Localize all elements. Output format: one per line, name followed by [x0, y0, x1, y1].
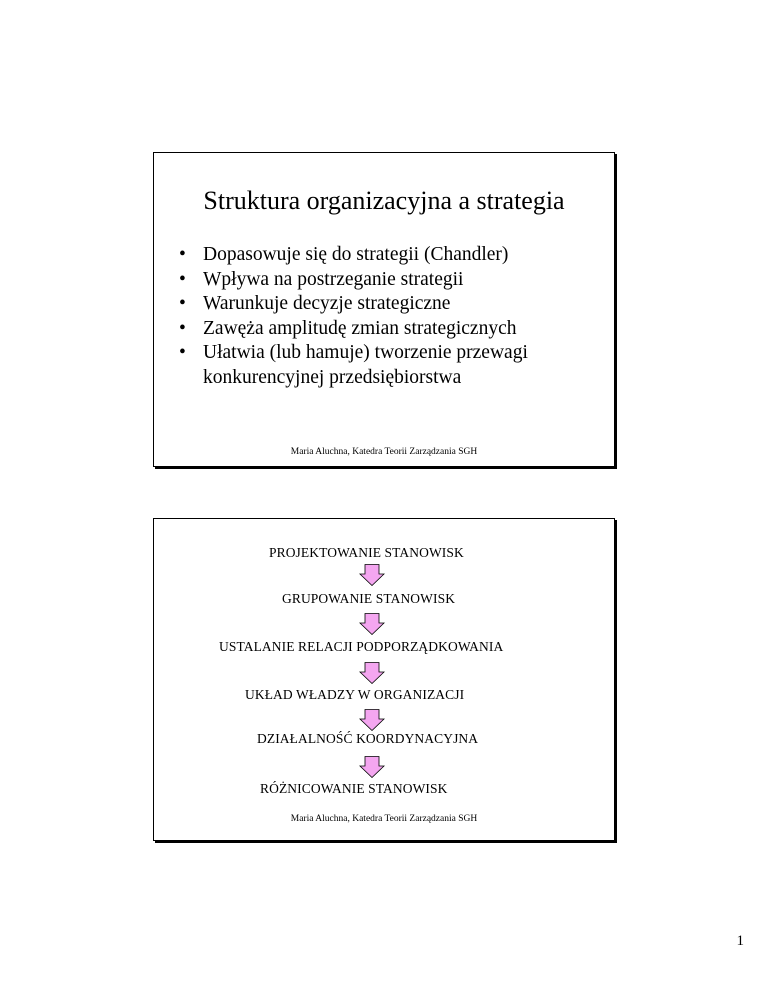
arrow-down-icon	[359, 756, 385, 778]
bullet-item	[178, 341, 528, 366]
slide-title: Struktura organizacyjna a strategia	[203, 186, 565, 215]
bullet-item	[178, 268, 528, 293]
bullet-text: Warunkuje decyzje strategiczne	[203, 293, 451, 314]
bullet-text: Zawęża amplitudę zmian strategicznych	[203, 317, 517, 339]
flow-step: UKŁAD WŁADZY W ORGANIZACJI	[245, 687, 465, 702]
bullet-icon: •	[179, 244, 186, 265]
bullet-item	[178, 317, 528, 342]
page-number: 1	[736, 933, 744, 949]
bullet-icon: •	[179, 268, 186, 290]
bullet-item	[178, 243, 528, 268]
bullet-icon: •	[179, 293, 186, 314]
arrow-down-icon	[359, 613, 385, 635]
bullet-icon: •	[179, 342, 186, 363]
flow-step: USTALANIE RELACJI PODPORZĄDKOWANIA	[219, 639, 504, 654]
bullet-icon: •	[179, 317, 186, 339]
slide-process-flow	[153, 518, 615, 841]
arrow-down-icon	[359, 662, 385, 684]
bullet-text: konkurencyjnej przedsiębiorstwa	[203, 366, 462, 388]
slide-strategy	[153, 152, 615, 467]
flow-step: RÓŻNICOWANIE STANOWISK	[260, 781, 448, 796]
slide-footer: Maria Aluchna, Katedra Teorii Zarządzania SGH	[290, 814, 478, 824]
bullet-text: Wpływa na postrzeganie strategii	[203, 268, 464, 290]
bullet-list	[178, 243, 528, 390]
arrow-down-icon	[359, 564, 385, 586]
bullet-item-continuation	[178, 366, 528, 391]
bullet-item	[178, 292, 528, 317]
bullet-text: Ułatwia (lub hamuje) tworzenie przewagi	[203, 342, 528, 363]
flow-step: DZIAŁALNOŚĆ KOORDYNACYJNA	[257, 731, 479, 746]
flow-step: GRUPOWANIE STANOWISK	[282, 591, 456, 606]
slide-footer: Maria Aluchna, Katedra Teorii Zarządzania SGH	[290, 447, 478, 457]
arrow-down-icon	[359, 709, 385, 731]
bullet-text: Dopasowuje się do strategii (Chandler)	[203, 244, 509, 265]
flow-step: PROJEKTOWANIE STANOWISK	[269, 545, 464, 560]
